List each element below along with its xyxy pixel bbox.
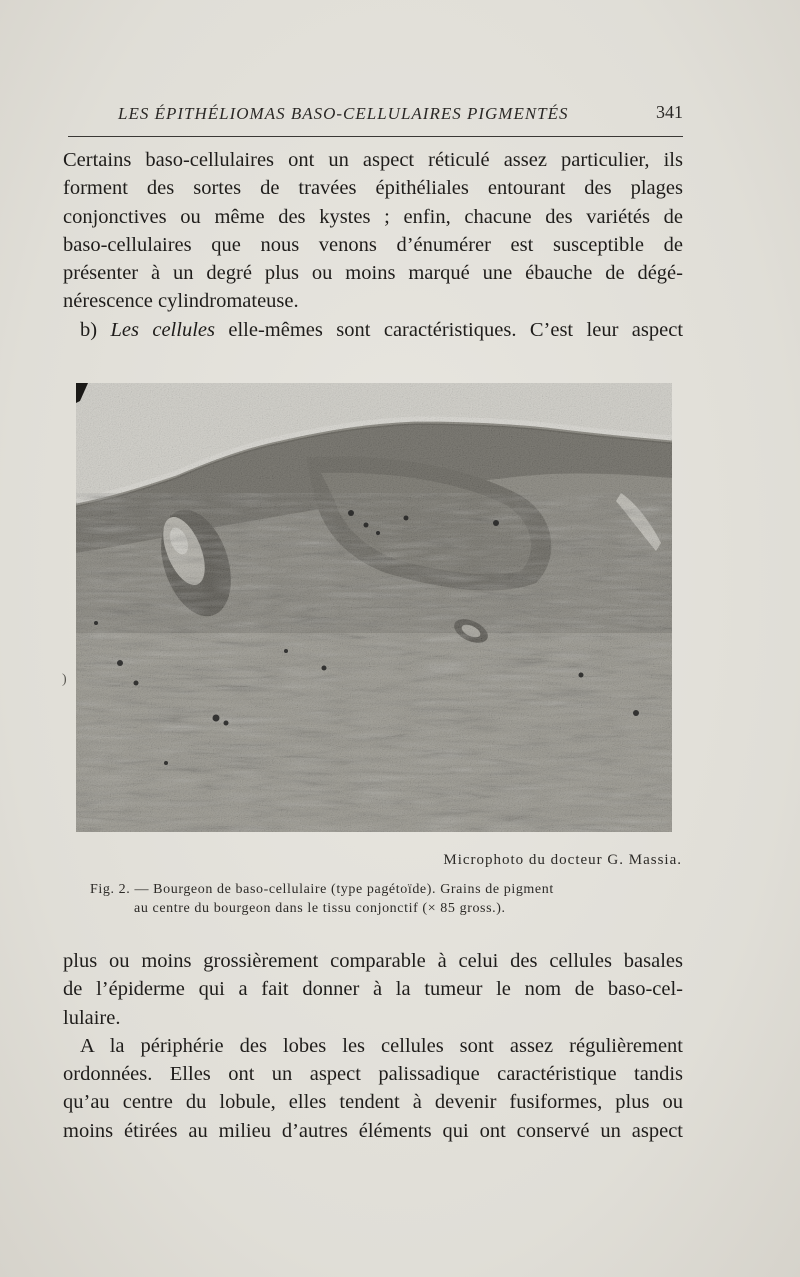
margin-mark: ) xyxy=(62,672,67,687)
text-line: ordonnées. Elles ont un aspect palissadique caractéristique tandis xyxy=(63,1063,683,1086)
text-line: lulaire. xyxy=(63,1006,121,1029)
text-line xyxy=(63,1032,683,1060)
text-line-content: A la périphérie des lobes les cellules sont assez régulièrement xyxy=(80,1034,683,1057)
text-line: baso-cellulaires que nous venons d’énumérer est susceptible de xyxy=(63,233,683,256)
text-line: qu’au centre du lobule, elles tendent à devenir fusiformes, plus ou xyxy=(63,1091,683,1114)
section-b-text: elle-mêmes sont caractéristiques. C’est leur aspect xyxy=(228,318,684,341)
header-rule xyxy=(68,136,683,137)
paragraph-bottom xyxy=(63,947,683,1145)
page-number: 341 xyxy=(656,102,683,122)
text-line: Certains baso-cellulaires ont un aspect réticulé assez particulier, ils xyxy=(63,149,683,171)
text-line: présenter à un degré plus ou moins marqué une ébauche de dégé- xyxy=(63,262,683,285)
text-line: de l’épiderme qui a fait donner à la tumeur le nom de baso-cel- xyxy=(63,978,683,1001)
micrograph-figure xyxy=(76,383,672,832)
caption-line: au centre du bourgeon dans le tissu conjonctif (× 85 gross.). xyxy=(134,901,506,916)
text-line: forment des sortes de travées épithéliales entourant des plages xyxy=(63,177,683,200)
section-b-marker: b) xyxy=(80,318,98,341)
micrograph-image xyxy=(76,383,672,832)
running-title: LES ÉPITHÉLIOMAS BASO-CELLULAIRES PIGMENTÉS xyxy=(118,104,569,123)
section-b-italic: Les cellules xyxy=(110,318,215,341)
text-line: moins étirées au milieu d’autres éléments qui ont conservé un aspect xyxy=(63,1119,683,1142)
text-line: nérescence cylindromateuse. xyxy=(63,290,299,313)
text-line: plus ou moins grossièrement comparable à celui des cellules basales xyxy=(63,950,683,972)
paragraph-top xyxy=(63,146,683,344)
figure-caption xyxy=(90,880,670,918)
caption-line: Fig. 2. — Bourgeon de baso-cellulaire (type pagétoïde). Grains de pigment xyxy=(90,882,554,897)
section-b-line xyxy=(63,316,683,344)
running-head xyxy=(68,100,683,128)
text-line: conjonctives ou même des kystes ; enfin, chacune des variétés de xyxy=(63,205,683,228)
photo-credit: Microphoto du docteur G. Massia. xyxy=(443,852,682,868)
